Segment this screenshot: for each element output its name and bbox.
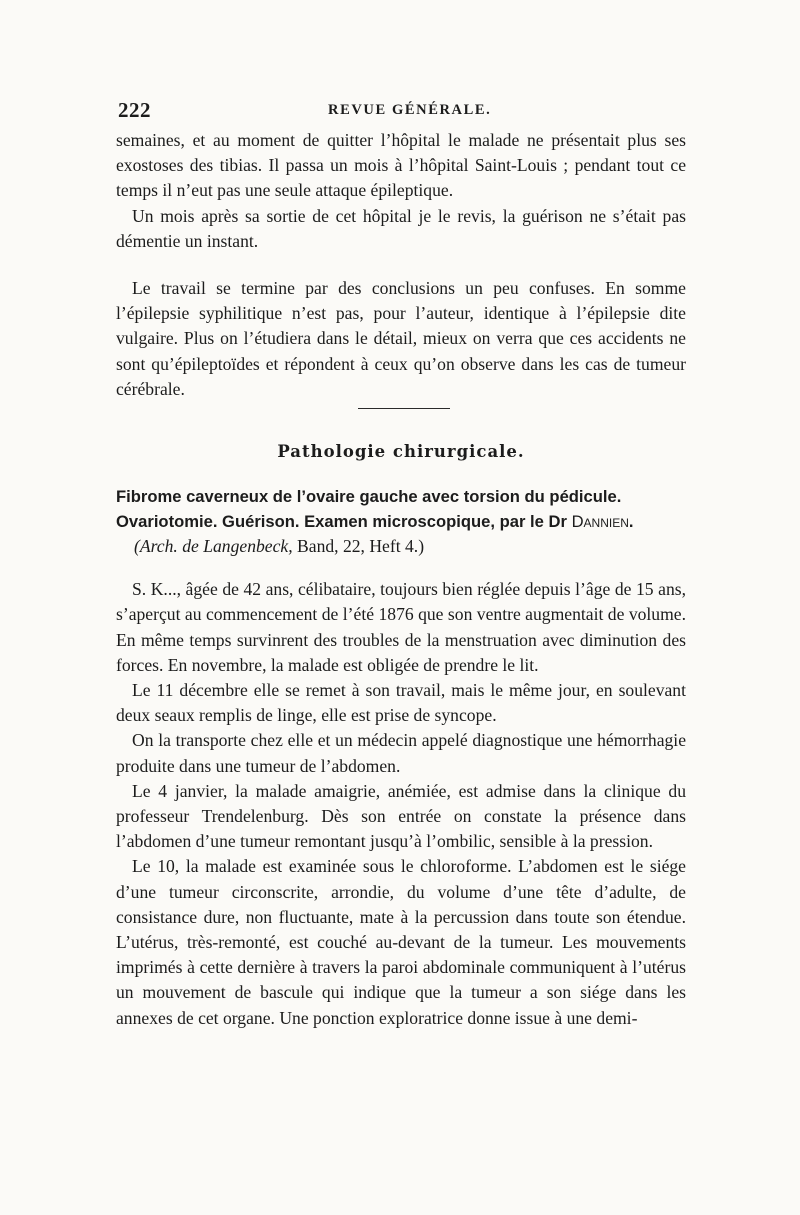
paragraph: Le 11 décembre elle se remet à son travail, mais le même jour, en soulevant deux seaux remplis de linge, elle est prise de syncope. xyxy=(116,680,686,726)
paragraph: Le 10, la malade est examinée sous le chloroforme. L’abdomen est le siége d’une tumeur circonscrite, arrondie, du volume d’une tête d’adulte, de consistance dure, non fluctuante, mate à la percussion dans toute son étendue. L’utérus, très-remonté, est couché au-devant de la tumeur. Les mouvements imprimés à cette dernière à travers la paroi abdominale communiquent à l’utérus un mouvement de bascule qui indique que la tumeur a son siége dans les annexes de cet organe. Une ponction exploratrice donne issue à une demi- xyxy=(116,856,686,1028)
section-heading: Pathologie chirurgicale. xyxy=(277,442,525,462)
paragraph: S. K..., âgée de 42 ans, célibataire, toujours bien réglée depuis l’âge de 15 ans, s’aperçut au commencement de l’été 1876 que son ventre augmentait de volume. En même temps survinrent des troubles de la menstruation avec diminution des forces. En novembre, la malade est obligée de prendre le lit. xyxy=(116,579,686,675)
article-author: Dannien xyxy=(571,512,629,532)
paragraph: On la transporte chez elle et un médecin appelé diagnostique une hémorrhagie produite dans une tumeur de l’abdomen. xyxy=(116,730,686,776)
paragraph: Le 4 janvier, la malade amaigrie, anémiée, est admise dans la clinique du professeur Trendelenburg. Dès son entrée on constate la présence dans l’abdomen d’une tumeur remontant jusqu’à l’ombilic, sensible à la pression. xyxy=(116,780,686,852)
paragraph: Un mois après sa sortie de cet hôpital je le revis, la guérison ne s’était pas démentie un instant. xyxy=(116,205,686,251)
running-head: REVUE GÉNÉRALE. xyxy=(328,102,492,118)
article-title-end: . xyxy=(628,512,634,532)
citation-journal: (Arch. de Langenbeck, xyxy=(134,536,293,557)
citation-volume: Band, 22, Heft 4.) xyxy=(292,536,425,557)
article-title-text: Fibrome caverneux de l’ovaire gauche avec torsion du pédicule. Ovariotomie. Guérison. Examen microscopique, par le Dr xyxy=(116,487,622,532)
article-citation xyxy=(116,534,686,559)
divider-rule xyxy=(358,408,450,409)
page-number: 222 xyxy=(118,98,151,122)
page-body xyxy=(116,128,686,1031)
paragraph: Le travail se termine par des conclusions un peu confuses. En somme l’épilepsie syphilitique n’est pas, pour l’auteur, identique à l’épilepsie dite vulgaire. Plus on l’étudiera dans le détail, mieux on verra que ces accidents ne sont qu’épileptoïdes et répondent à ceux qu’on observe dans les cas de tumeur cérébrale. xyxy=(116,278,686,399)
page-header xyxy=(118,96,686,124)
section-divider xyxy=(116,406,686,426)
article-title xyxy=(116,484,686,534)
paragraph-continuation: semaines, et au moment de quitter l’hôpital le malade ne présentait plus ses exostoses des tibias. Il passa un mois à l’hôpital Saint-Louis ; pendant tout ce temps il n’eut pas une seule attaque épileptique. xyxy=(116,130,686,201)
